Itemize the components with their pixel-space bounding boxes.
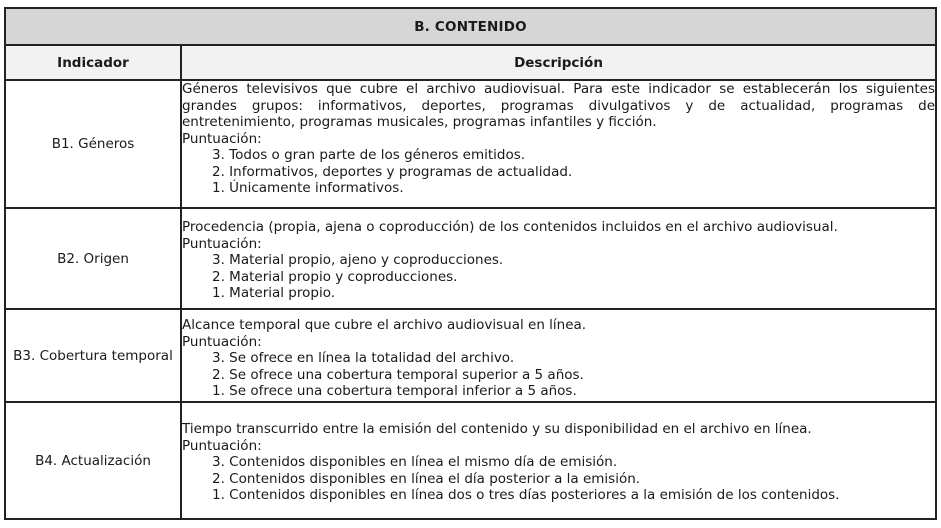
table-title: B. CONTENIDO: [5, 8, 936, 45]
score-label: Puntuación:: [182, 130, 262, 147]
score-item: 2. Se ofrece una cobertura temporal superior a 5 años.: [212, 366, 584, 383]
description-intro: Géneros televisivos que cubre el archivo audiovisual. Para este indicador se establecerán los siguientes grandes grupos: informativos, deportes, programas divulgativos y de actualidad, programas de entretenimiento, programas musicales, programas infantiles y ficción.: [182, 81, 936, 130]
score-item: 3. Contenidos disponibles en línea el mismo día de emisión.: [212, 454, 618, 470]
description-cell: [181, 208, 936, 309]
score-item: 3. Todos o gran parte de los géneros emitidos.: [212, 147, 526, 163]
table-title-row: [5, 8, 936, 45]
table-row-b3: [5, 309, 936, 402]
description-intro: Tiempo transcurrido entre la emisión del contenido y su disponibilidad en el archivo en línea.: [182, 421, 812, 437]
table-row-b4: [5, 402, 936, 519]
description-cell: [181, 80, 936, 208]
indicator-cell: B4. Actualización: [5, 402, 181, 519]
score-list: [182, 350, 935, 400]
indicator-cell: B2. Origen: [5, 208, 181, 309]
header-indicator: Indicador: [5, 45, 181, 80]
score-label: Puntuación:: [182, 333, 262, 350]
score-item: 1. Se ofrece una cobertura temporal inferior a 5 años.: [212, 383, 577, 399]
description-cell: [181, 402, 936, 519]
description-intro: Procedencia (propia, ajena o coproducción) de los contenidos incluidos en el archivo audiovisual.: [182, 219, 838, 235]
indicator-cell: B3. Cobertura temporal: [5, 309, 181, 402]
description-cell: [181, 309, 936, 402]
table-row-b2: [5, 208, 936, 309]
score-item: 2. Informativos, deportes y programas de actualidad.: [212, 163, 573, 180]
score-item: 2. Contenidos disponibles en línea el día posterior a la emisión.: [212, 470, 641, 487]
score-item: 1. Contenidos disponibles en línea dos o tres días posteriores a la emisión de los contenidos.: [212, 487, 840, 503]
score-list: [182, 454, 935, 504]
score-item: 2. Material propio y coproducciones.: [212, 268, 458, 285]
table-row-b1: [5, 80, 936, 208]
header-description: Descripción: [181, 45, 936, 80]
score-list: [182, 147, 935, 197]
criteria-table-frame: [4, 7, 935, 520]
description-intro: Alcance temporal que cubre el archivo audiovisual en línea.: [182, 317, 587, 333]
score-list: [182, 252, 935, 302]
score-item: 1. Material propio.: [212, 285, 336, 301]
score-item: 3. Material propio, ajeno y coproducciones.: [212, 252, 504, 268]
score-label: Puntuación:: [182, 235, 262, 252]
score-label: Puntuación:: [182, 437, 262, 454]
table-header-row: [5, 45, 936, 80]
indicator-cell: B1. Géneros: [5, 80, 181, 208]
score-item: 3. Se ofrece en línea la totalidad del archivo.: [212, 350, 515, 366]
criteria-table: [4, 7, 937, 520]
score-item: 1. Únicamente informativos.: [212, 180, 404, 196]
